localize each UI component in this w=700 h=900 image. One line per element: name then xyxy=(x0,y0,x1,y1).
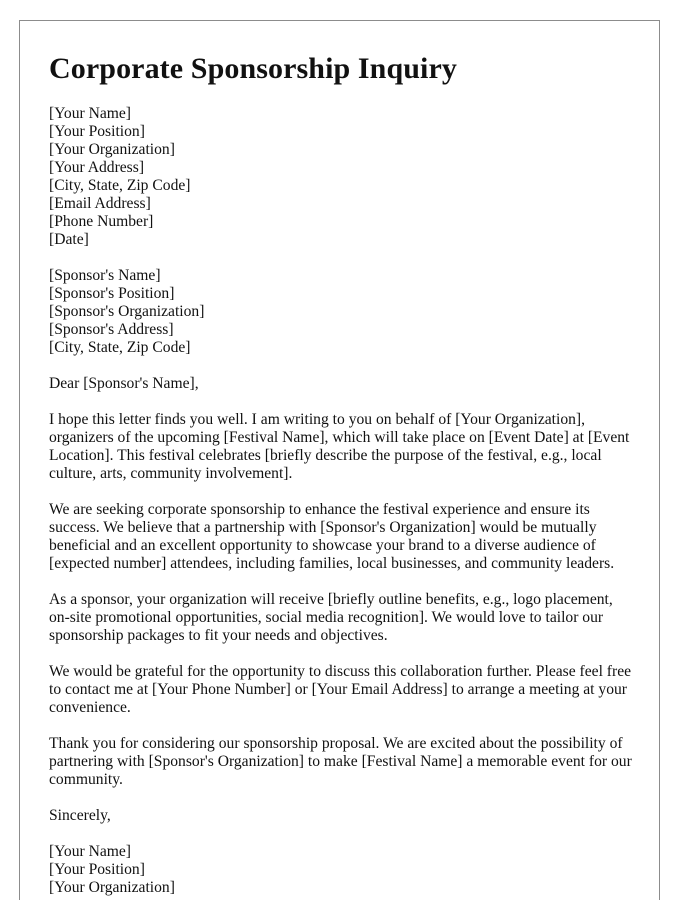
body-paragraph-benefits: As a sponsor, your organization will receive [briefly outline benefits, e.g., logo placement, on-site promotional opportunities, social media recognition]. We would love to tailor our sponsorship packages to fit your needs and objectives. xyxy=(49,591,613,644)
body-paragraph-contact: We would be grateful for the opportunity to discuss this collaboration further. Please feel free to contact me at [Your Phone Number] or [Your Email Address] to arrange a meeting at your convenience. xyxy=(49,663,632,716)
sender-organization: [Your Organization] xyxy=(49,141,175,158)
recipient-city-state-zip: [City, State, Zip Code] xyxy=(49,339,191,356)
sender-phone: [Phone Number] xyxy=(49,213,154,230)
sender-position: [Your Position] xyxy=(49,123,145,140)
recipient-organization: [Sponsor's Organization] xyxy=(49,303,205,320)
letter-page xyxy=(19,20,660,900)
closing: Sincerely, xyxy=(49,807,111,824)
sender-name: [Your Name] xyxy=(49,105,132,122)
salutation: Dear [Sponsor's Name], xyxy=(49,375,199,392)
recipient-position: [Sponsor's Position] xyxy=(49,285,175,302)
signature-position: [Your Position] xyxy=(49,861,145,878)
recipient-address: [Sponsor's Address] xyxy=(49,321,174,338)
sender-address-block xyxy=(49,105,635,249)
letter-date: [Date] xyxy=(49,231,89,248)
body-paragraph-introduction: I hope this letter finds you well. I am writing to you on behalf of [Your Organization], organizers of the upcoming [Festival Name], which will take place on [Event Date] at [Event Location]. This festival celebrates [briefly describe the purpose of the festival, e.g., local culture, arts, community involvement]. xyxy=(49,411,630,482)
signature-name: [Your Name] xyxy=(49,843,132,860)
recipient-name: [Sponsor's Name] xyxy=(49,267,161,284)
sender-email: [Email Address] xyxy=(49,195,151,212)
signature-organization: [Your Organization] xyxy=(49,879,175,896)
sender-city-state-zip: [City, State, Zip Code] xyxy=(49,177,191,194)
recipient-address-block xyxy=(49,267,635,357)
sender-address: [Your Address] xyxy=(49,159,145,176)
signature-block xyxy=(49,843,635,897)
letter-content xyxy=(49,51,635,900)
body-paragraph-thanks: Thank you for considering our sponsorship proposal. We are excited about the possibility of partnering with [Sponsor's Organization] to make [Festival Name] a memorable event for our community. xyxy=(49,735,632,788)
body-paragraph-sponsorship-request: We are seeking corporate sponsorship to enhance the festival experience and ensure its success. We believe that a partnership with [Sponsor's Organization] would be mutually beneficial and an excellent opportunity to showcase your brand to a diverse audience of [expected number] attendees, including families, local businesses, and community leaders. xyxy=(49,501,615,572)
document-title: Corporate Sponsorship Inquiry xyxy=(49,52,457,85)
